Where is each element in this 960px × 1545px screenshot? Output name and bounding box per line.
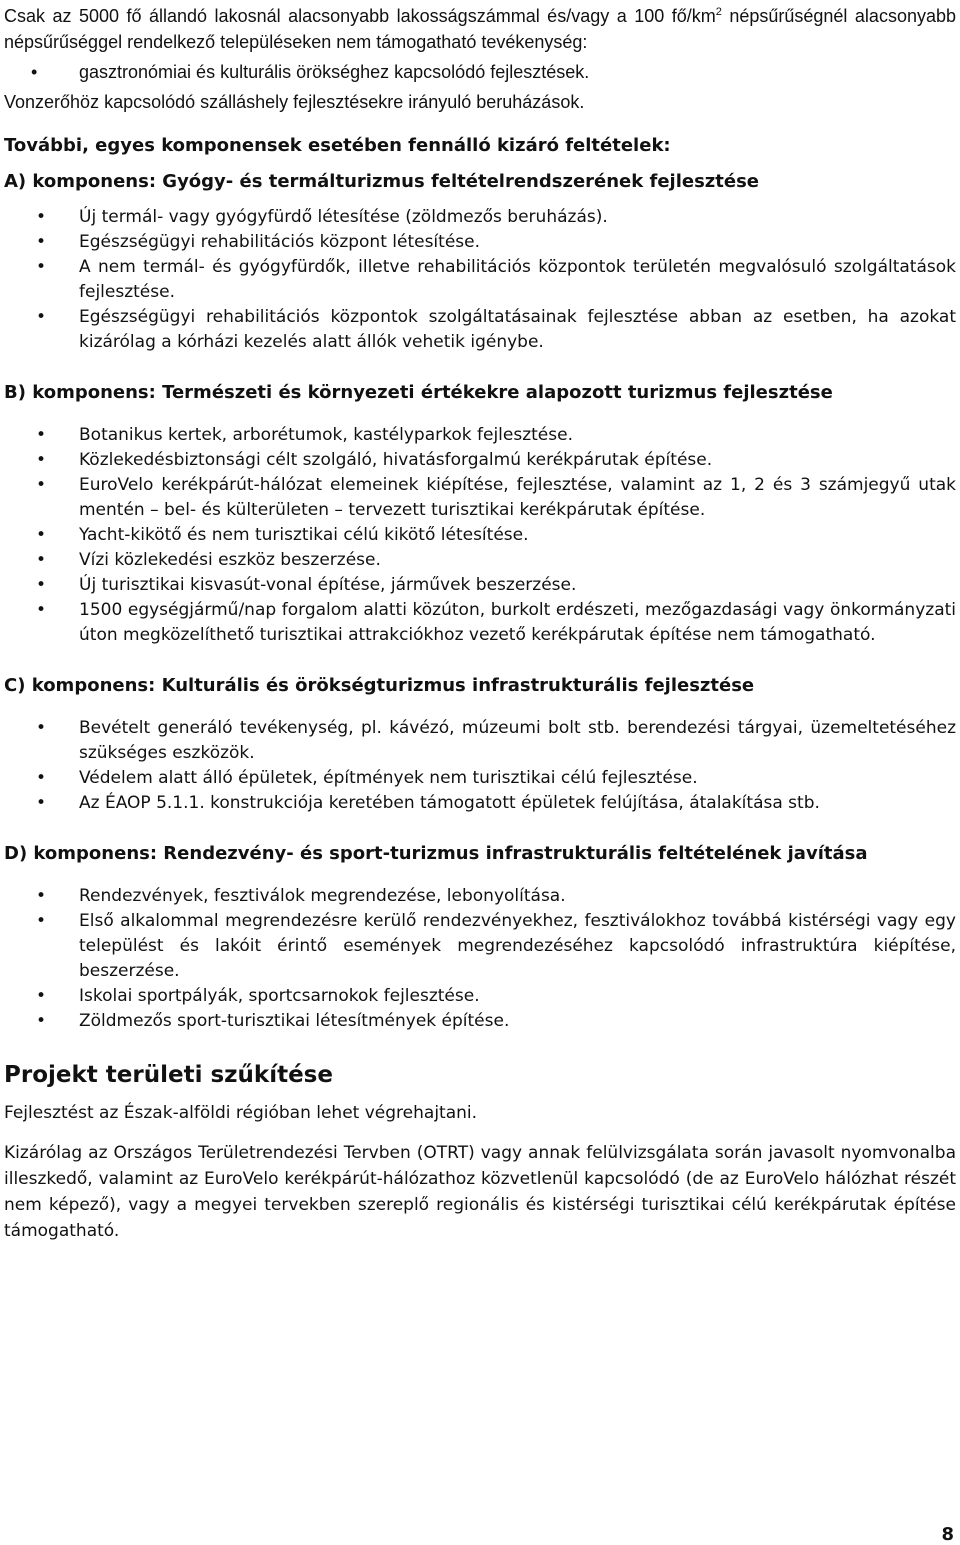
component-b-title: B) komponens: Természeti és környezeti értékekre alapozott turizmus fejlesztése: [4, 382, 833, 403]
document-page: [4, 0, 956, 1244]
intro-after-line: Vonzerőhöz kapcsolódó szálláshely fejlesztésekre irányuló beruházások.: [4, 92, 585, 112]
component-c-list: [4, 716, 956, 816]
project-area-paragraph-1: Fejlesztést az Észak-alföldi régióban lehet végrehajtani.: [4, 1103, 478, 1123]
intro-paragraph: [4, 0, 956, 55]
list-item: • EuroVelo kerékpárút-hálózat elemeinek kiépítése, fejlesztése, valamint az 1, 2 és 3 számjegyű utak mentén – bel- és külterületen – tervezett turisztikai kerékpárutak építése.: [4, 473, 956, 523]
list-item: • Iskolai sportpályák, sportcsarnokok fejlesztése.: [4, 984, 956, 1009]
list-item: • Vízi közlekedési eszköz beszerzése.: [4, 548, 956, 573]
list-item: • Új turisztikai kisvasút-vonal építése, járművek beszerzése.: [4, 573, 956, 598]
list-item: • 1500 egységjármű/nap forgalom alatti közúton, burkolt erdészeti, mezőgazdasági vagy önkormányzati úton megközelíthető turisztikai attrakciókhoz vezető kerékpárutak építése nem támogatható.: [4, 598, 956, 648]
list-item: • Bevételt generáló tevékenység, pl. kávézó, múzeumi bolt stb. berendezési tárgyai, üzemeltetéséhez szükséges eszközök.: [4, 716, 956, 766]
page-number: 8: [941, 1524, 954, 1545]
component-b-list: [4, 423, 956, 648]
intro-text-rest: népsűrűségnél alacsonyabb népsűrűséggel rendelkező településeken nem támogatható tevékenység:: [4, 6, 956, 52]
intro-superscript: 2: [715, 6, 722, 18]
list-item: • Botanikus kertek, arborétumok, kastélyparkok fejlesztése.: [4, 423, 956, 448]
intro-text-main: Csak az 5000 fő állandó lakosnál alacsonyabb lakosságszámmal és/vagy a 100 fő/km: [4, 6, 716, 26]
list-item: • Védelem alatt álló épületek, építmények nem turisztikai célú fejlesztése.: [4, 766, 956, 791]
list-item: • Új termál- vagy gyógyfürdő létesítése (zöldmezős beruházás).: [4, 205, 956, 230]
list-item: • A nem termál- és gyógyfürdők, illetve rehabilitációs központok területén megvalósuló szolgáltatások fejlesztése.: [4, 255, 956, 305]
project-area-title: Projekt területi szűkítése: [4, 1062, 333, 1088]
list-item: • Rendezvények, fesztiválok megrendezése, lebonyolítása.: [4, 884, 956, 909]
project-area-paragraph-2: Kizárólag az Országos Területrendezési Tervben (OTRT) vagy annak felülvizsgálata során javasolt nyomvonalba illeszkedő, valamint az EuroVelo kerékpárút-hálózathoz közvetlenül kapcsolódó (de az EuroVelo hálózhat részét nem képező), vagy a megyei tervekben szereplő regionális és kistérségi turisztikai célú kerékpárutak építése támogatható.: [4, 1143, 956, 1241]
list-item: • Yacht-kikötő és nem turisztikai célú kikötő létesítése.: [4, 523, 956, 548]
list-item: • Közlekedésbiztonsági célt szolgáló, hivatásforgalmú kerékpárutak építése.: [4, 448, 956, 473]
component-d-title: D) komponens: Rendezvény- és sport-turizmus infrastrukturális feltételének javítása: [4, 843, 868, 864]
exclusion-heading: További, egyes komponensek esetében fennálló kizáró feltételek:: [4, 135, 671, 156]
component-d-list: [4, 884, 956, 1034]
list-item: • Egészségügyi rehabilitációs központ létesítése.: [4, 230, 956, 255]
component-a-title: A) komponens: Gyógy- és termálturizmus feltételrendszerének fejlesztése: [4, 171, 760, 192]
list-item: • Egészségügyi rehabilitációs központok szolgáltatásainak fejlesztése abban az esetben, ha azokat kizárólag a kórházi kezelés alatt állók vehetik igénybe.: [4, 305, 956, 355]
component-a-list: [4, 205, 956, 355]
list-item: • Zöldmezős sport-turisztikai létesítmények építése.: [4, 1009, 956, 1034]
list-item: • Az ÉAOP 5.1.1. konstrukciója keretében támogatott épületek felújítása, átalakítása stb.: [4, 791, 956, 816]
intro-bullet-list: [4, 59, 956, 85]
component-c-title: C) komponens: Kulturális és örökségturizmus infrastrukturális fejlesztése: [4, 675, 755, 696]
list-item: • gasztronómiai és kulturális örökséghez kapcsolódó fejlesztések.: [4, 59, 956, 85]
list-item: • Első alkalommal megrendezésre kerülő rendezvényekhez, fesztiválokhoz továbbá kistérségi vagy egy települést és lakóit érintő események megrendezéséhez kapcsolódó infrastruktúra kiépítése, beszerzése.: [4, 909, 956, 984]
